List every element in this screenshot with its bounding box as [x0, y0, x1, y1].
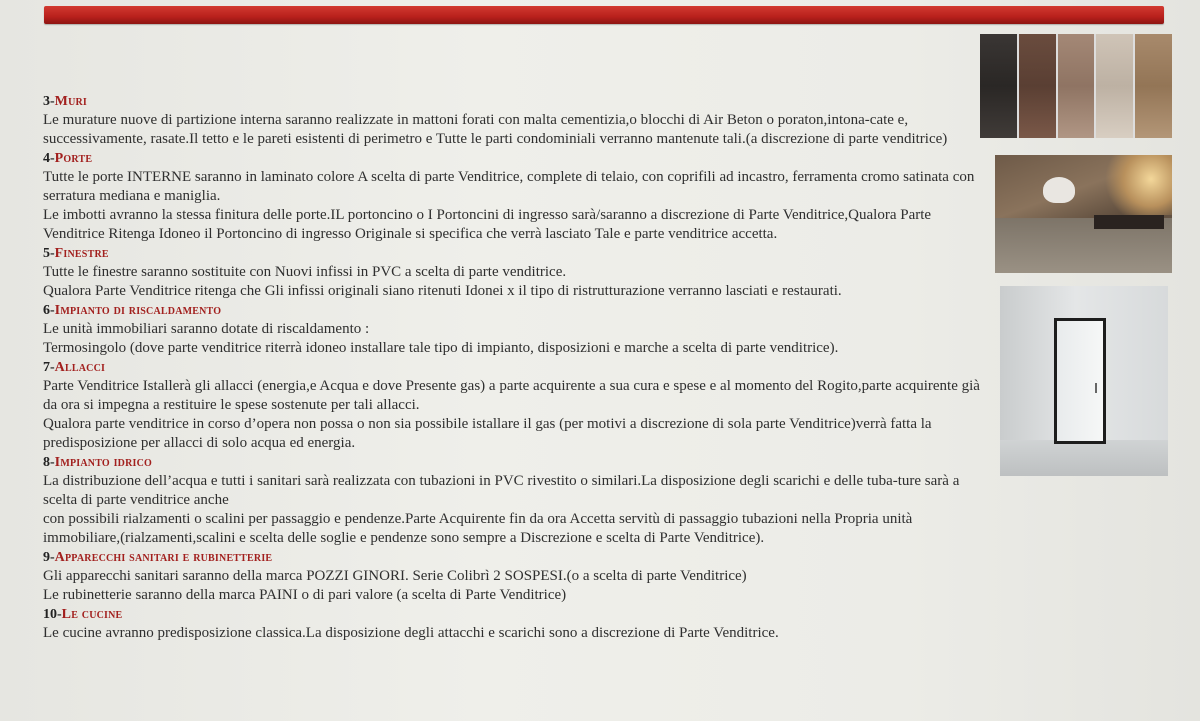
section-heading: 7-Allacci: [43, 360, 106, 375]
section-paragraph: Gli apparecchi sanitari saranno della marca POZZI GINORI. Serie Colibrì 2 SOSPESI.(o a scelta di parte Venditrice): [43, 568, 747, 584]
interior-room-image: [995, 155, 1172, 273]
section-heading: 10-Le cucine: [43, 607, 123, 622]
section-paragraph: Le rubinetterie saranno della marca PAINI o di pari valore (a scelta di Parte Venditrice): [43, 587, 567, 603]
section-porte: [43, 149, 993, 244]
armchair-shape: [1043, 177, 1075, 203]
section-paragraph: Qualora Parte Venditrice ritenga che Gli infissi originali siano ritenuti Idonei x il tipo di ristrutturazione verranno lasciati e restaurati.: [43, 283, 842, 299]
section-heading: 8-Impianto idrico: [43, 455, 152, 470]
section-finestre: [43, 244, 993, 301]
section-heading: 4-Porte: [43, 151, 93, 166]
section-paragraph: Parte Venditrice Istallerà gli allacci (energia,e Acqua e dove Presente gas) a parte acquirente a sua cura e spese e al momento del Rogito,parte acquirente già da ora si impegna a restituire le spese sostenute per tali allacci.: [43, 378, 980, 413]
bench-shape: [1094, 215, 1164, 229]
section-impianto-riscaldamento: [43, 301, 993, 358]
tile-sample: [1096, 34, 1133, 138]
section-paragraph: Termosingolo (dove parte venditrice riterrà idoneo installare tale tipo di impianto, disposizioni e marche a scelta di parte venditrice).: [43, 340, 839, 356]
section-paragraph: Le unità immobiliari saranno dotate di riscaldamento :: [43, 321, 370, 337]
section-paragraph: Qualora parte venditrice in corso d’opera non possa o non sia possibile istallare il gas (per motivi a discrezione di sola parte Venditrice)verrà fatta la predisposizione per allacci di solo acqua ed energia.: [43, 416, 932, 451]
tile-sample: [1058, 34, 1095, 138]
section-impianto-idrico: [43, 453, 993, 548]
header-red-bar: [44, 6, 1164, 24]
tile-sample: [1019, 34, 1056, 138]
section-paragraph: Tutte le porte INTERNE saranno in laminato colore A scelta di parte Venditrice, complete di telaio, con coprifili ad incastro, ferramenta cromo satinata con serratura mediana e maniglia.: [43, 169, 975, 204]
section-heading: 5-Finestre: [43, 246, 109, 261]
section-paragraph: La distribuzione dell’acqua e tutti i sanitari sarà realizzata con tubazioni in PVC rivestito o similari.La disposizione degli scarichi e delle tuba-ture sarà a scelta di parte venditrice anche: [43, 473, 960, 508]
section-heading: 6-Impianto di riscaldamento: [43, 303, 222, 318]
section-heading: 9-Apparecchi sanitari e rubinetterie: [43, 550, 273, 565]
section-muri: [43, 92, 993, 149]
section-allacci: [43, 358, 993, 453]
section-paragraph: Tutte le finestre saranno sostituite con Nuovi infissi in PVC a scelta di parte venditrice.: [43, 264, 567, 280]
door-handle-shape: [1095, 383, 1097, 393]
door-shape: [1054, 318, 1106, 444]
section-cucine: [43, 605, 993, 643]
tile-sample: [1135, 34, 1172, 138]
section-paragraph: Le murature nuove di partizione interna saranno realizzate in mattoni forati con malta cementizia,o blocchi di Air Beton o poraton,intona-cate e, successivamente, rasate.Il tetto e le pareti esistenti di perimetro e Tutte le parti condominiali verranno mantenute tali.(a discrezione di parte venditrice): [43, 112, 948, 147]
tile-sample: [980, 34, 1017, 138]
section-paragraph: Le imbotti avranno la stessa finitura delle porte.IL portoncino o I Portoncini di ingresso sarà/saranno a discrezione di Parte Venditrice,Qualora Parte Venditrice Ritenga Idoneo il Portoncino di ingresso Originale si specifica che verrà lasciato Tale e parte venditrice accetta.: [43, 207, 932, 242]
flooring-samples-image: [980, 34, 1172, 138]
specifications-list: [43, 92, 993, 643]
section-apparecchi-sanitari: [43, 548, 993, 605]
interior-door-image: [1000, 286, 1168, 476]
section-heading: 3-Muri: [43, 94, 88, 109]
section-paragraph: Le cucine avranno predisposizione classica.La disposizione degli attacchi e scarichi sono a discrezione di Parte Venditrice.: [43, 625, 779, 641]
section-paragraph: con possibili rialzamenti o scalini per passaggio e pendenze.Parte Acquirente fin da ora Accetta servitù di passaggio tubazioni nella Propria unità immobiliare,(rialzamenti,scalini e scelta delle soglie e pendenze sono sempre a Discrezione e scelta di Parte Venditrice).: [43, 511, 913, 546]
